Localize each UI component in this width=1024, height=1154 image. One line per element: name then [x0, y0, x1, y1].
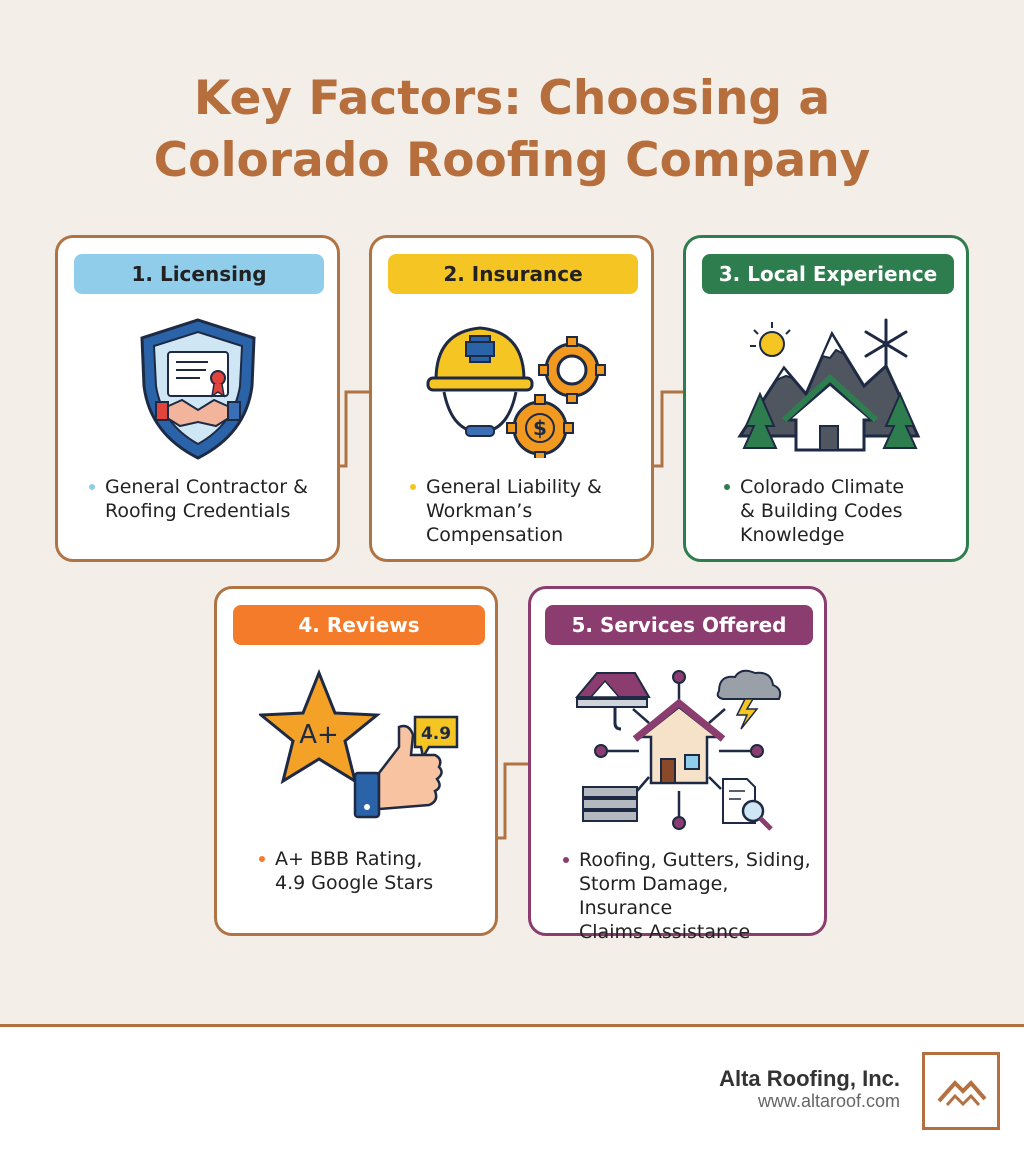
shield-handshake-icon: [136, 316, 260, 462]
roof-logo-icon: [922, 1052, 1000, 1130]
star-thumbsup-icon: [259, 669, 463, 819]
insurance-bullet: [410, 475, 650, 547]
licensing-bullet: [89, 475, 339, 523]
star-rating-text: A+: [299, 720, 339, 750]
local-experience-badge: 3. Local Experience: [702, 254, 954, 294]
bullet-line: General Contractor &: [105, 476, 308, 498]
score-bubble-text: 4.9: [420, 724, 452, 744]
page-title: [0, 68, 1024, 192]
local-experience-bullet: [724, 475, 964, 547]
card-services-offered: [528, 586, 827, 943]
bullet-line: Colorado Climate: [740, 476, 905, 498]
bullet-line: Roofing, Gutters, Siding,: [579, 849, 811, 871]
title-line-1: Key Factors: Choosing a: [193, 71, 831, 126]
licensing-badge: 1. Licensing: [74, 254, 324, 294]
services-network-icon: [575, 667, 789, 837]
reviews-badge: 4. Reviews: [233, 605, 485, 645]
title-line-2: Colorado Roofing Company: [153, 133, 871, 188]
company-name: Alta Roofing, Inc.: [719, 1066, 900, 1091]
mountain-house-icon: [736, 316, 922, 460]
bullet-line: Compensation: [426, 524, 564, 546]
bullet-line: Knowledge: [740, 524, 845, 546]
card-licensing: [55, 235, 340, 562]
bullet-line: General Liability &: [426, 476, 602, 498]
card-reviews: [214, 586, 498, 936]
hardhat-gears-icon: [422, 318, 606, 458]
services-bullet: [563, 848, 827, 944]
card-local-experience: [683, 235, 969, 562]
bullet-line: A+ BBB Rating,: [275, 848, 423, 870]
bullet-line: & Building Codes: [740, 500, 903, 522]
reviews-bullet: [259, 847, 489, 895]
bullet-line: Workman’s: [426, 500, 533, 522]
bullet-line: 4.9 Google Stars: [275, 872, 434, 894]
company-website: www.altaroof.com: [757, 1091, 900, 1111]
insurance-badge: 2. Insurance: [388, 254, 638, 294]
card-insurance: [369, 235, 654, 562]
bullet-line: Claims Assistance: [579, 921, 751, 943]
bullet-line: Storm Damage, Insurance: [579, 873, 729, 919]
services-badge: 5. Services Offered: [545, 605, 813, 645]
bullet-line: Roofing Credentials: [105, 500, 291, 522]
svg-text:$: $: [533, 416, 547, 440]
